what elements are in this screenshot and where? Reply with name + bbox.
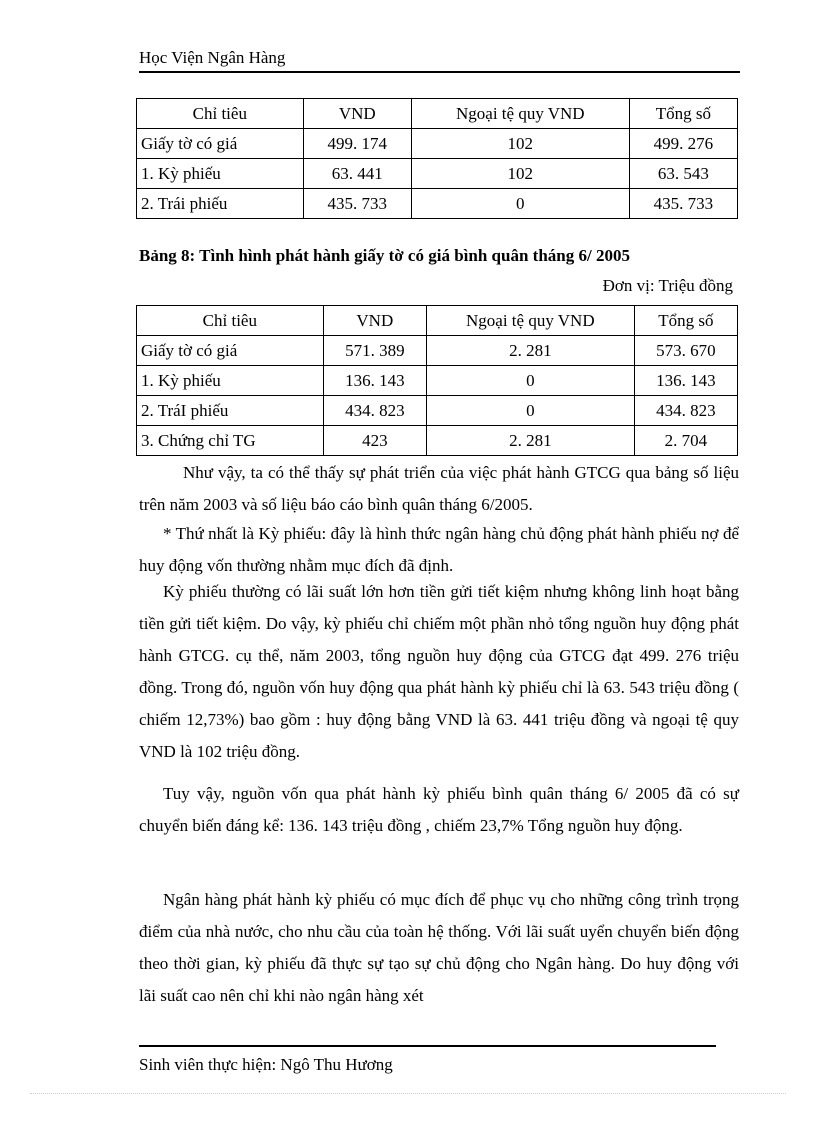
table-row	[137, 336, 738, 366]
table-cell: 435. 733	[303, 189, 411, 219]
table-cell: 499. 174	[303, 129, 411, 159]
table-cell: 63. 543	[629, 159, 737, 189]
table-header-row	[137, 306, 738, 336]
unit-label: Đơn vị: Triệu đồng	[602, 276, 733, 295]
table-row	[137, 129, 738, 159]
table-cell: Giấy tờ có giá	[137, 336, 324, 366]
table-cell: 434. 823	[323, 396, 426, 426]
table-cell: 63. 441	[303, 159, 411, 189]
table-row	[137, 396, 738, 426]
table-cell: 102	[411, 129, 629, 159]
table-cell: 573. 670	[634, 336, 737, 366]
column-header: Tổng số	[634, 306, 737, 336]
table-cell: 434. 823	[634, 396, 737, 426]
table-cell: 435. 733	[629, 189, 737, 219]
table-cell: Giấy tờ có giá	[137, 129, 304, 159]
page-bottom-divider	[30, 1093, 786, 1094]
paragraph-first-point: * Thứ nhất là Kỳ phiếu: đây là hình thức ngân hàng chủ động phát hành phiếu nợ để huy động vốn thường nhằm mục đích đã định.	[139, 524, 739, 575]
table-cell: 499. 276	[629, 129, 737, 159]
table-cell: 136. 143	[323, 366, 426, 396]
table-cell: 2. TráI phiếu	[137, 396, 324, 426]
table-cell: 571. 389	[323, 336, 426, 366]
column-header: Tổng số	[629, 99, 737, 129]
table-cell: 3. Chứng chỉ TG	[137, 426, 324, 456]
column-header: VND	[303, 99, 411, 129]
table-row	[137, 159, 738, 189]
paragraph-june-2005: Tuy vậy, nguồn vốn qua phát hành kỳ phiếu bình quân tháng 6/ 2005 đã có sự chuyển biến đáng kể: 136. 143 triệu đồng , chiếm 23,7% Tổng nguồn huy động.	[139, 784, 739, 835]
table-row	[137, 366, 738, 396]
paragraph-intro: Như vậy, ta có thể thấy sự phát triển của việc phát hành GTCG qua bảng số liệu trên năm 2003 và số liệu báo cáo bình quân tháng 6/2005.	[139, 463, 739, 514]
table-cell: 2. Trái phiếu	[137, 189, 304, 219]
table-cell: 423	[323, 426, 426, 456]
table-cell: 0	[427, 366, 635, 396]
table-cell: 0	[411, 189, 629, 219]
table-cell: 2. 281	[427, 426, 635, 456]
table-cell: 2. 281	[427, 336, 635, 366]
securities-table-2003	[136, 98, 738, 219]
table-cell: 1. Kỳ phiếu	[137, 366, 324, 396]
column-header: Chỉ tiêu	[137, 306, 324, 336]
column-header: Chỉ tiêu	[137, 99, 304, 129]
table-cell: 102	[411, 159, 629, 189]
table-cell: 2. 704	[634, 426, 737, 456]
paragraph-purpose: Ngân hàng phát hành kỳ phiếu có mục đích để phục vụ cho những công trình trọng điểm của nhà nước, cho nhu cầu của toàn hệ thống. Với lãi suất uyển chuyển biến động theo thời gian, kỳ phiếu đã thực sự tạo sự chủ động cho Ngân hàng. Do huy động với lãi suất cao nên chỉ khi nào ngân hàng xét	[139, 890, 739, 1005]
page-header: Học Viện Ngân Hàng	[139, 48, 740, 73]
table-row	[137, 426, 738, 456]
column-header: VND	[323, 306, 426, 336]
table-cell: 1. Kỳ phiếu	[137, 159, 304, 189]
column-header: Ngoại tệ quy VND	[411, 99, 629, 129]
table-header-row	[137, 99, 738, 129]
table-cell: 0	[427, 396, 635, 426]
table-row	[137, 189, 738, 219]
paragraph-promissory-notes: Kỳ phiếu thường có lãi suất lớn hơn tiền gửi tiết kiệm nhưng không linh hoạt bằng tiền gửi tiết kiệm. Do vậy, kỳ phiếu chỉ chiếm một phần nhỏ tổng nguồn huy động phát hành GTCG. cụ thể, năm 2003, tổng nguồn huy động của GTCG đạt 499. 276 triệu đồng. Trong đó, nguồn vốn huy động qua phát hành kỳ phiếu chỉ là 63. 543 triệu đồng ( chiếm 12,73%) bao gồm : huy động bằng VND là 63. 441 triệu đồng và ngoại tệ quy VND là 102 triệu đồng.	[139, 582, 739, 761]
column-header: Ngoại tệ quy VND	[427, 306, 635, 336]
table-cell: 136. 143	[634, 366, 737, 396]
securities-table-june-2005	[136, 305, 738, 456]
table-caption: Bảng 8: Tình hình phát hành giấy tờ có giá bình quân tháng 6/ 2005	[139, 246, 630, 265]
page-footer: Sinh viên thực hiện: Ngô Thu Hương	[139, 1045, 716, 1075]
